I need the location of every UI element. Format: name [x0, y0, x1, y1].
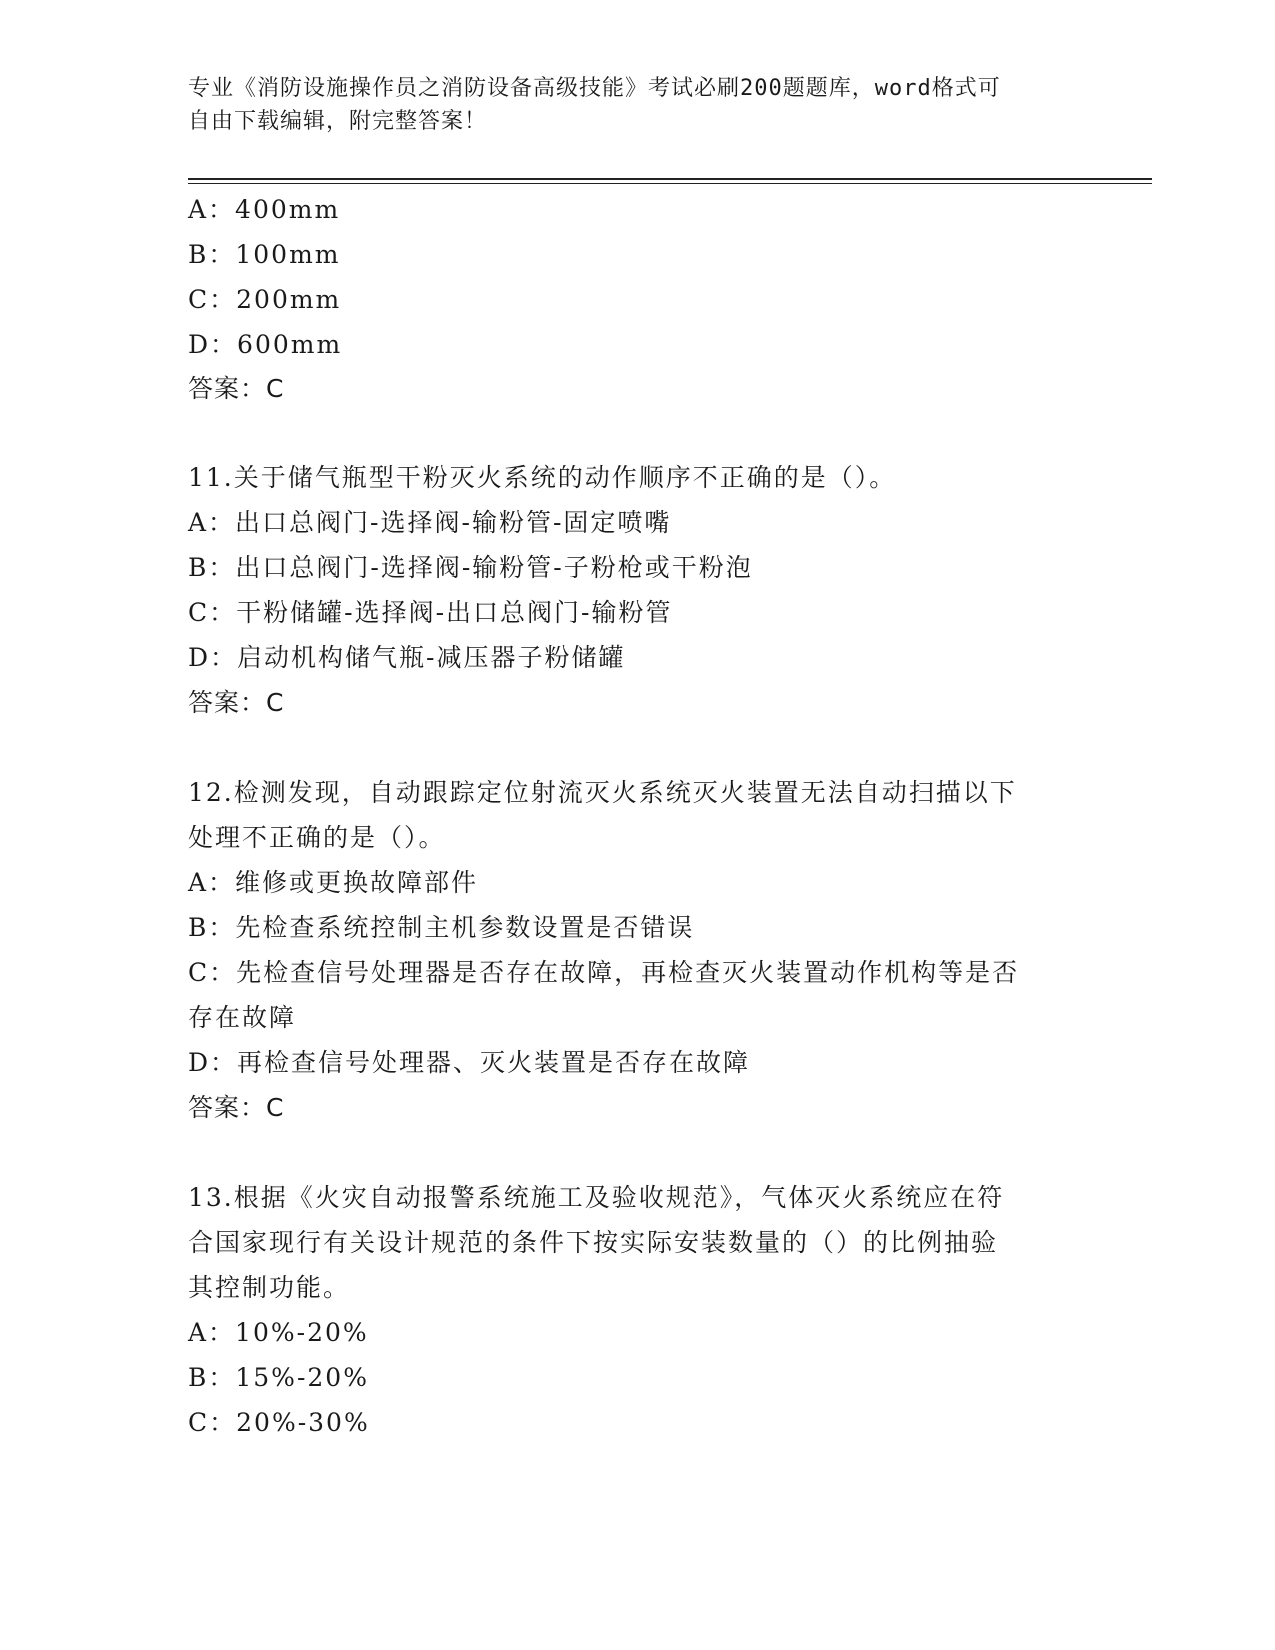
q12-option-a: A：维修或更换故障部件	[188, 868, 479, 897]
q11-option-c: C：干粉储罐-选择阀-出口总阀门-输粉管	[188, 598, 673, 627]
q12-stem-line-1: 12.检测发现，自动跟踪定位射流灭火系统灭火装置无法自动扫描以下	[188, 778, 1017, 807]
q13-option-b: B：15%-20%	[188, 1363, 369, 1392]
q12-option-d: D：再检查信号处理器、灭火装置是否存在故障	[188, 1048, 751, 1077]
q11-option-d: D：启动机构储气瓶-减压器子粉储罐	[188, 643, 626, 672]
header-divider-thin	[188, 183, 1152, 184]
q13-stem-line-3: 其控制功能。	[188, 1273, 351, 1302]
q13-option-c: C：20%-30%	[188, 1408, 370, 1437]
q10-option-b: B：100mm	[188, 240, 341, 269]
q12-option-c-continued: 存在故障	[188, 1003, 297, 1032]
q13-stem-line-2: 合国家现行有关设计规范的条件下按实际安装数量的（）的比例抽验	[188, 1228, 999, 1257]
q12-stem-line-2: 处理不正确的是（）。	[188, 823, 446, 852]
q13-option-a: A：10%-20%	[188, 1318, 369, 1347]
header-line-1: 专业《消防设施操作员之消防设备高级技能》考试必刷200题题库，word格式可	[188, 76, 1001, 101]
q12-option-b: B：先检查系统控制主机参数设置是否错误	[188, 913, 695, 942]
header-line-2: 自由下载编辑，附完整答案！	[188, 109, 488, 134]
document-header	[188, 72, 1068, 138]
q13-stem-line-1: 13.根据《火灾自动报警系统施工及验收规范》，气体灭火系统应在符	[188, 1183, 1005, 1212]
q12-answer: 答案：C	[188, 1093, 285, 1122]
q11-option-b: B：出口总阀门-选择阀-输粉管-子粉枪或干粉泡	[188, 553, 753, 582]
q12-option-c: C：先检查信号处理器是否存在故障，再检查灭火装置动作机构等是否	[188, 958, 1020, 987]
q10-option-d: D：600mm	[188, 330, 343, 359]
q11-answer: 答案：C	[188, 688, 285, 717]
header-divider-thick	[188, 178, 1152, 180]
q10-option-a: A：400mm	[188, 195, 341, 224]
q10-answer: 答案：C	[188, 374, 285, 403]
q10-option-c: C：200mm	[188, 285, 342, 314]
q11-option-a: A：出口总阀门-选择阀-输粉管-固定喷嘴	[188, 508, 672, 537]
q11-stem-line-1: 11.关于储气瓶型干粉灭火系统的动作顺序不正确的是（）。	[188, 463, 897, 492]
